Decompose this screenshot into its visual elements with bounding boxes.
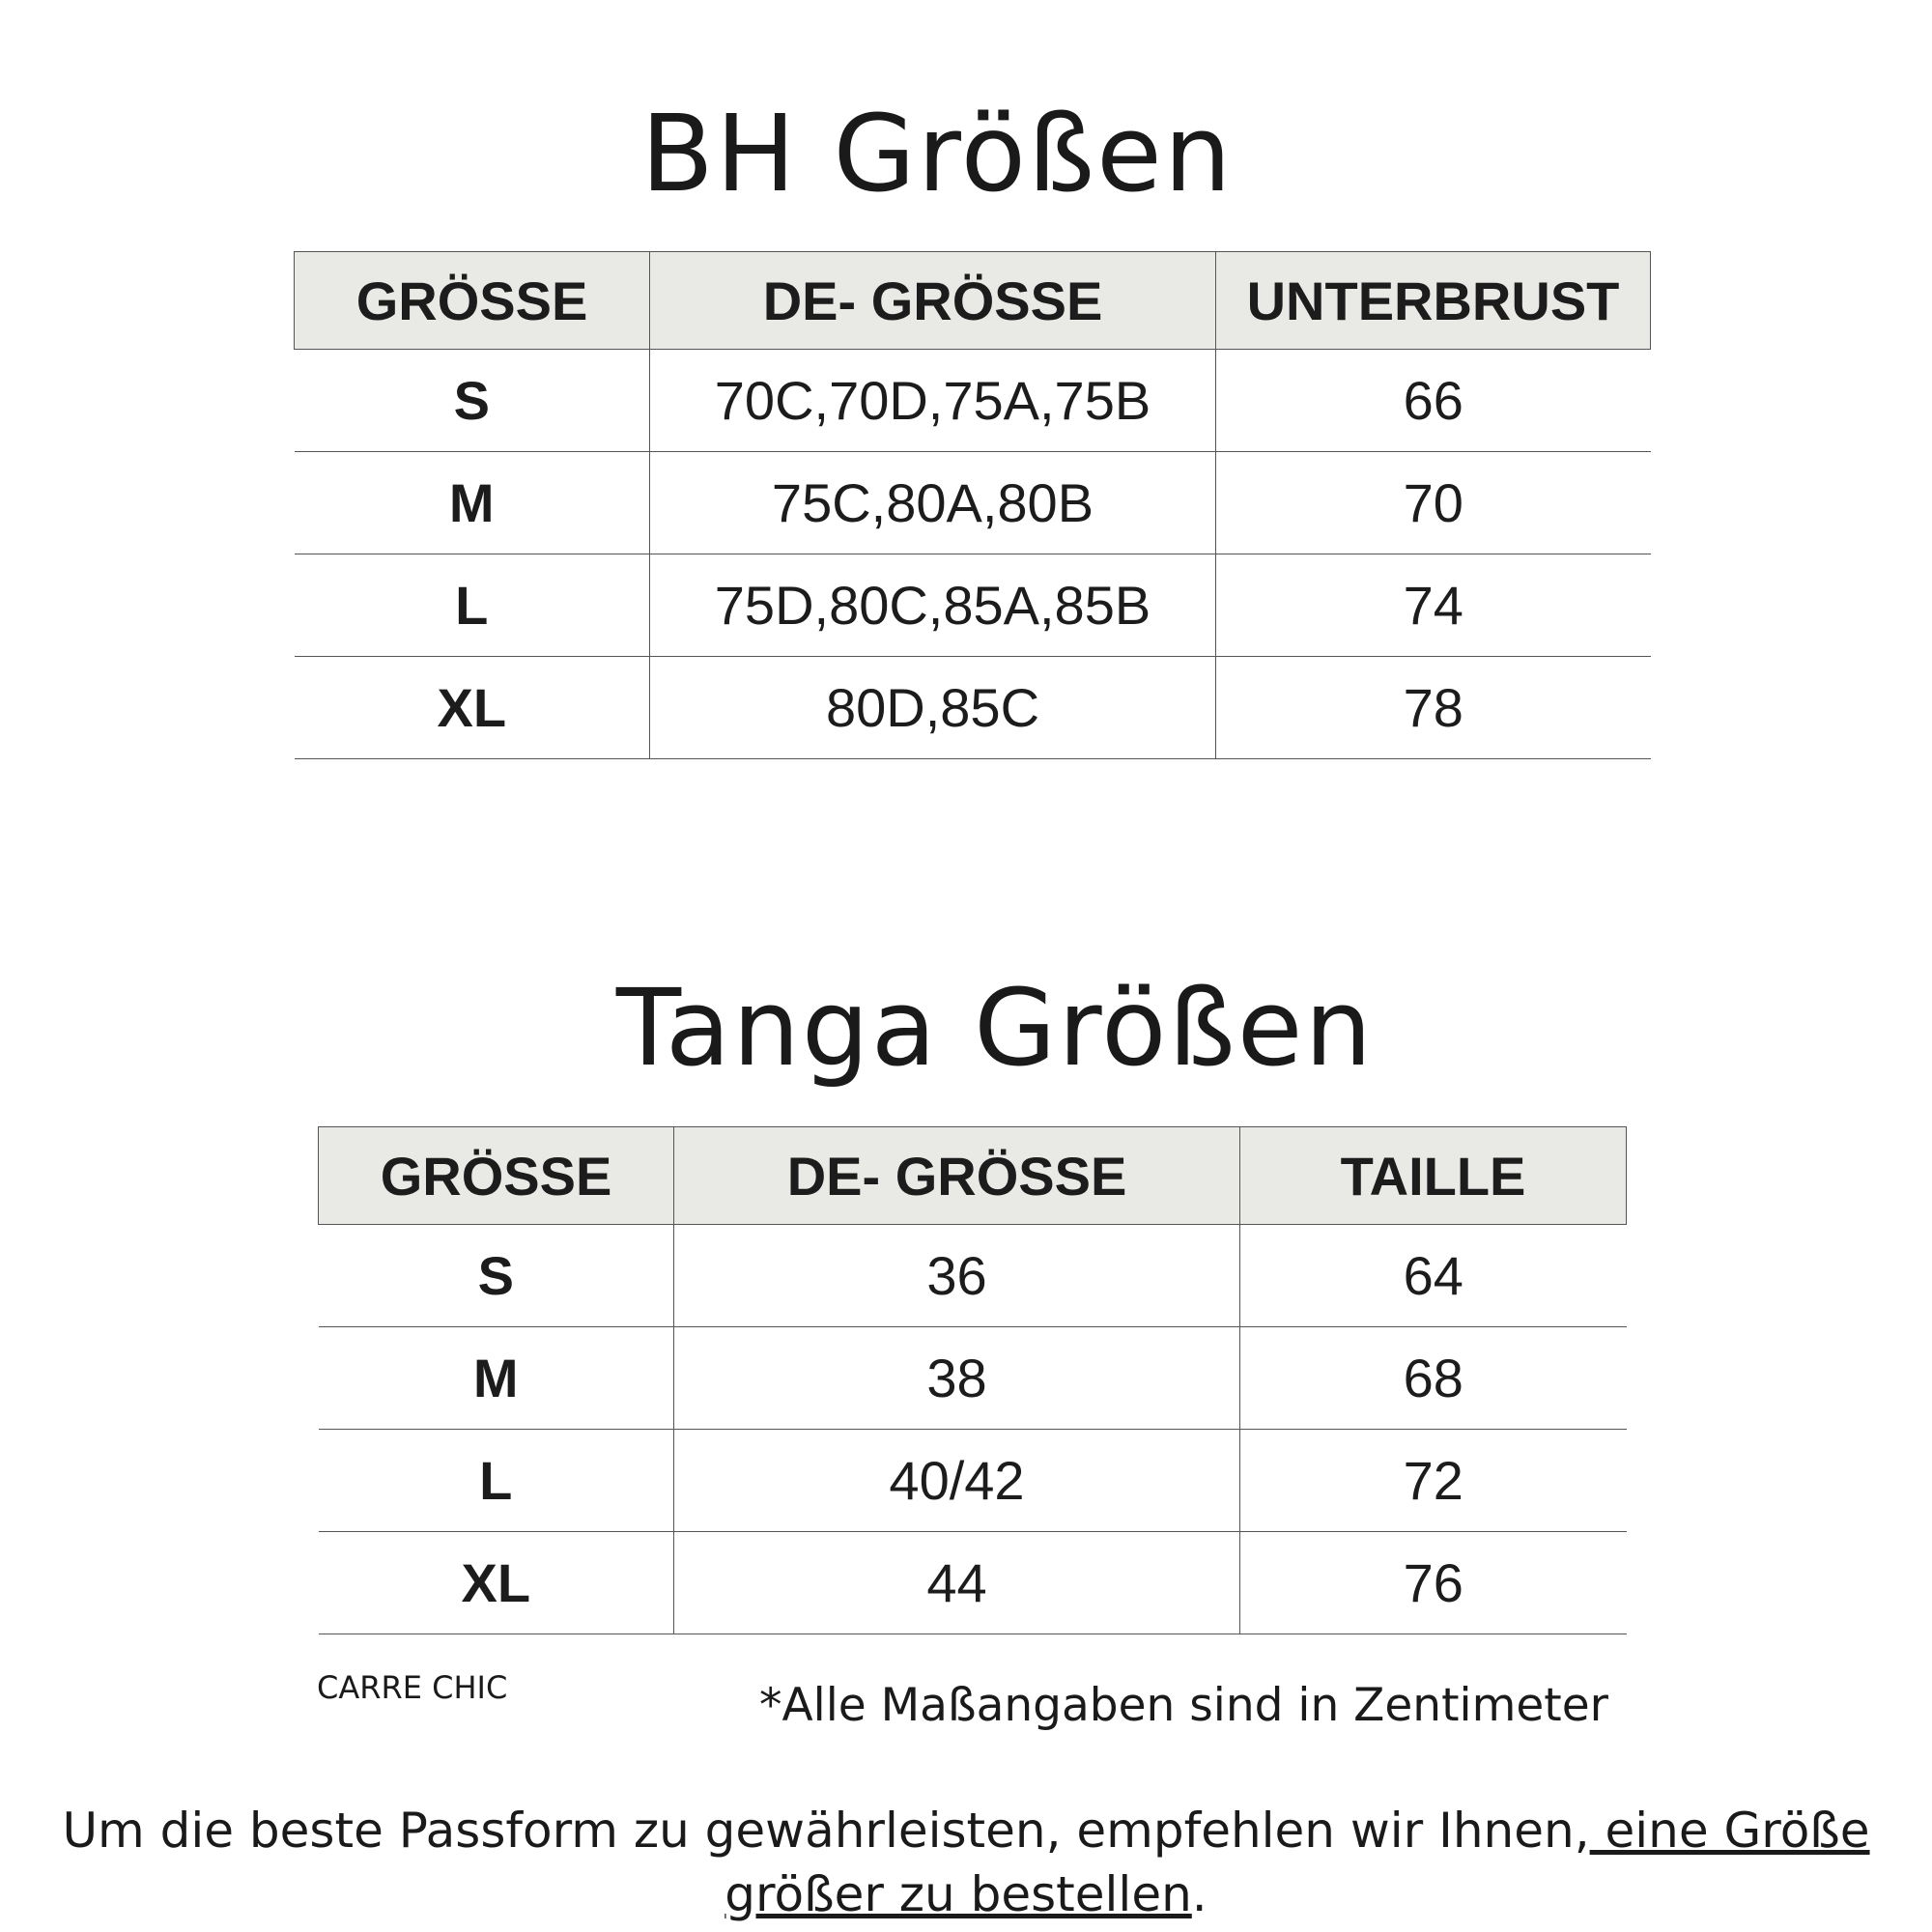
size-cell: S	[295, 350, 650, 452]
column-header-size: GRÖSSE	[295, 252, 650, 350]
tanga-sizes-title: Tanga Größen	[615, 966, 1375, 1090]
table-row	[319, 1225, 1627, 1327]
measurement-note: *Alle Maßangaben sind in Zentimeter	[759, 1679, 1608, 1732]
tanga-size-table	[318, 1126, 1627, 1634]
waist-cell: 68	[1240, 1327, 1627, 1430]
de-size-cell: 40/42	[674, 1430, 1240, 1532]
bh-sizes-title: BH Größen	[640, 92, 1234, 215]
size-cell: S	[319, 1225, 674, 1327]
table-row	[319, 1532, 1627, 1634]
bh-size-table	[294, 251, 1651, 759]
de-size-cell: 80D,85C	[650, 657, 1216, 759]
size-cell: M	[295, 452, 650, 554]
recommendation-emphasis: eine Größe größer zu bestellen	[724, 1803, 1870, 1922]
size-cell: L	[319, 1430, 674, 1532]
size-cell: M	[319, 1327, 674, 1430]
recommendation-text: Um die beste Passform zu gewährleisten, empfehlen wir Ihnen,	[62, 1803, 1590, 1859]
column-header-waist: TAILLE	[1240, 1127, 1627, 1225]
de-size-cell: 44	[674, 1532, 1240, 1634]
de-size-cell: 36	[674, 1225, 1240, 1327]
size-recommendation	[19, 1799, 1913, 1926]
de-size-cell: 70C,70D,75A,75B	[650, 350, 1216, 452]
de-size-cell: 38	[674, 1327, 1240, 1430]
table-row	[319, 1430, 1627, 1532]
column-header-de-size: DE- GRÖSSE	[650, 252, 1216, 350]
size-cell: XL	[319, 1532, 674, 1634]
column-header-underbust: UNTERBRUST	[1216, 252, 1651, 350]
table-row	[319, 1327, 1627, 1430]
de-size-cell: 75C,80A,80B	[650, 452, 1216, 554]
waist-cell: 72	[1240, 1430, 1627, 1532]
brand-label: CARRE CHIC	[317, 1669, 508, 1706]
table-row	[295, 657, 1651, 759]
table-row	[295, 554, 1651, 657]
underbust-cell: 66	[1216, 350, 1651, 452]
recommendation-end: .	[1191, 1866, 1208, 1922]
table-header-row	[319, 1127, 1627, 1225]
column-header-de-size: DE- GRÖSSE	[674, 1127, 1240, 1225]
table-row	[295, 350, 1651, 452]
de-size-cell: 75D,80C,85A,85B	[650, 554, 1216, 657]
column-header-size: GRÖSSE	[319, 1127, 674, 1225]
table-header-row	[295, 252, 1651, 350]
size-cell: XL	[295, 657, 650, 759]
waist-cell: 64	[1240, 1225, 1627, 1327]
underbust-cell: 78	[1216, 657, 1651, 759]
size-cell: L	[295, 554, 650, 657]
underbust-cell: 70	[1216, 452, 1651, 554]
waist-cell: 76	[1240, 1532, 1627, 1634]
table-row	[295, 452, 1651, 554]
underbust-cell: 74	[1216, 554, 1651, 657]
